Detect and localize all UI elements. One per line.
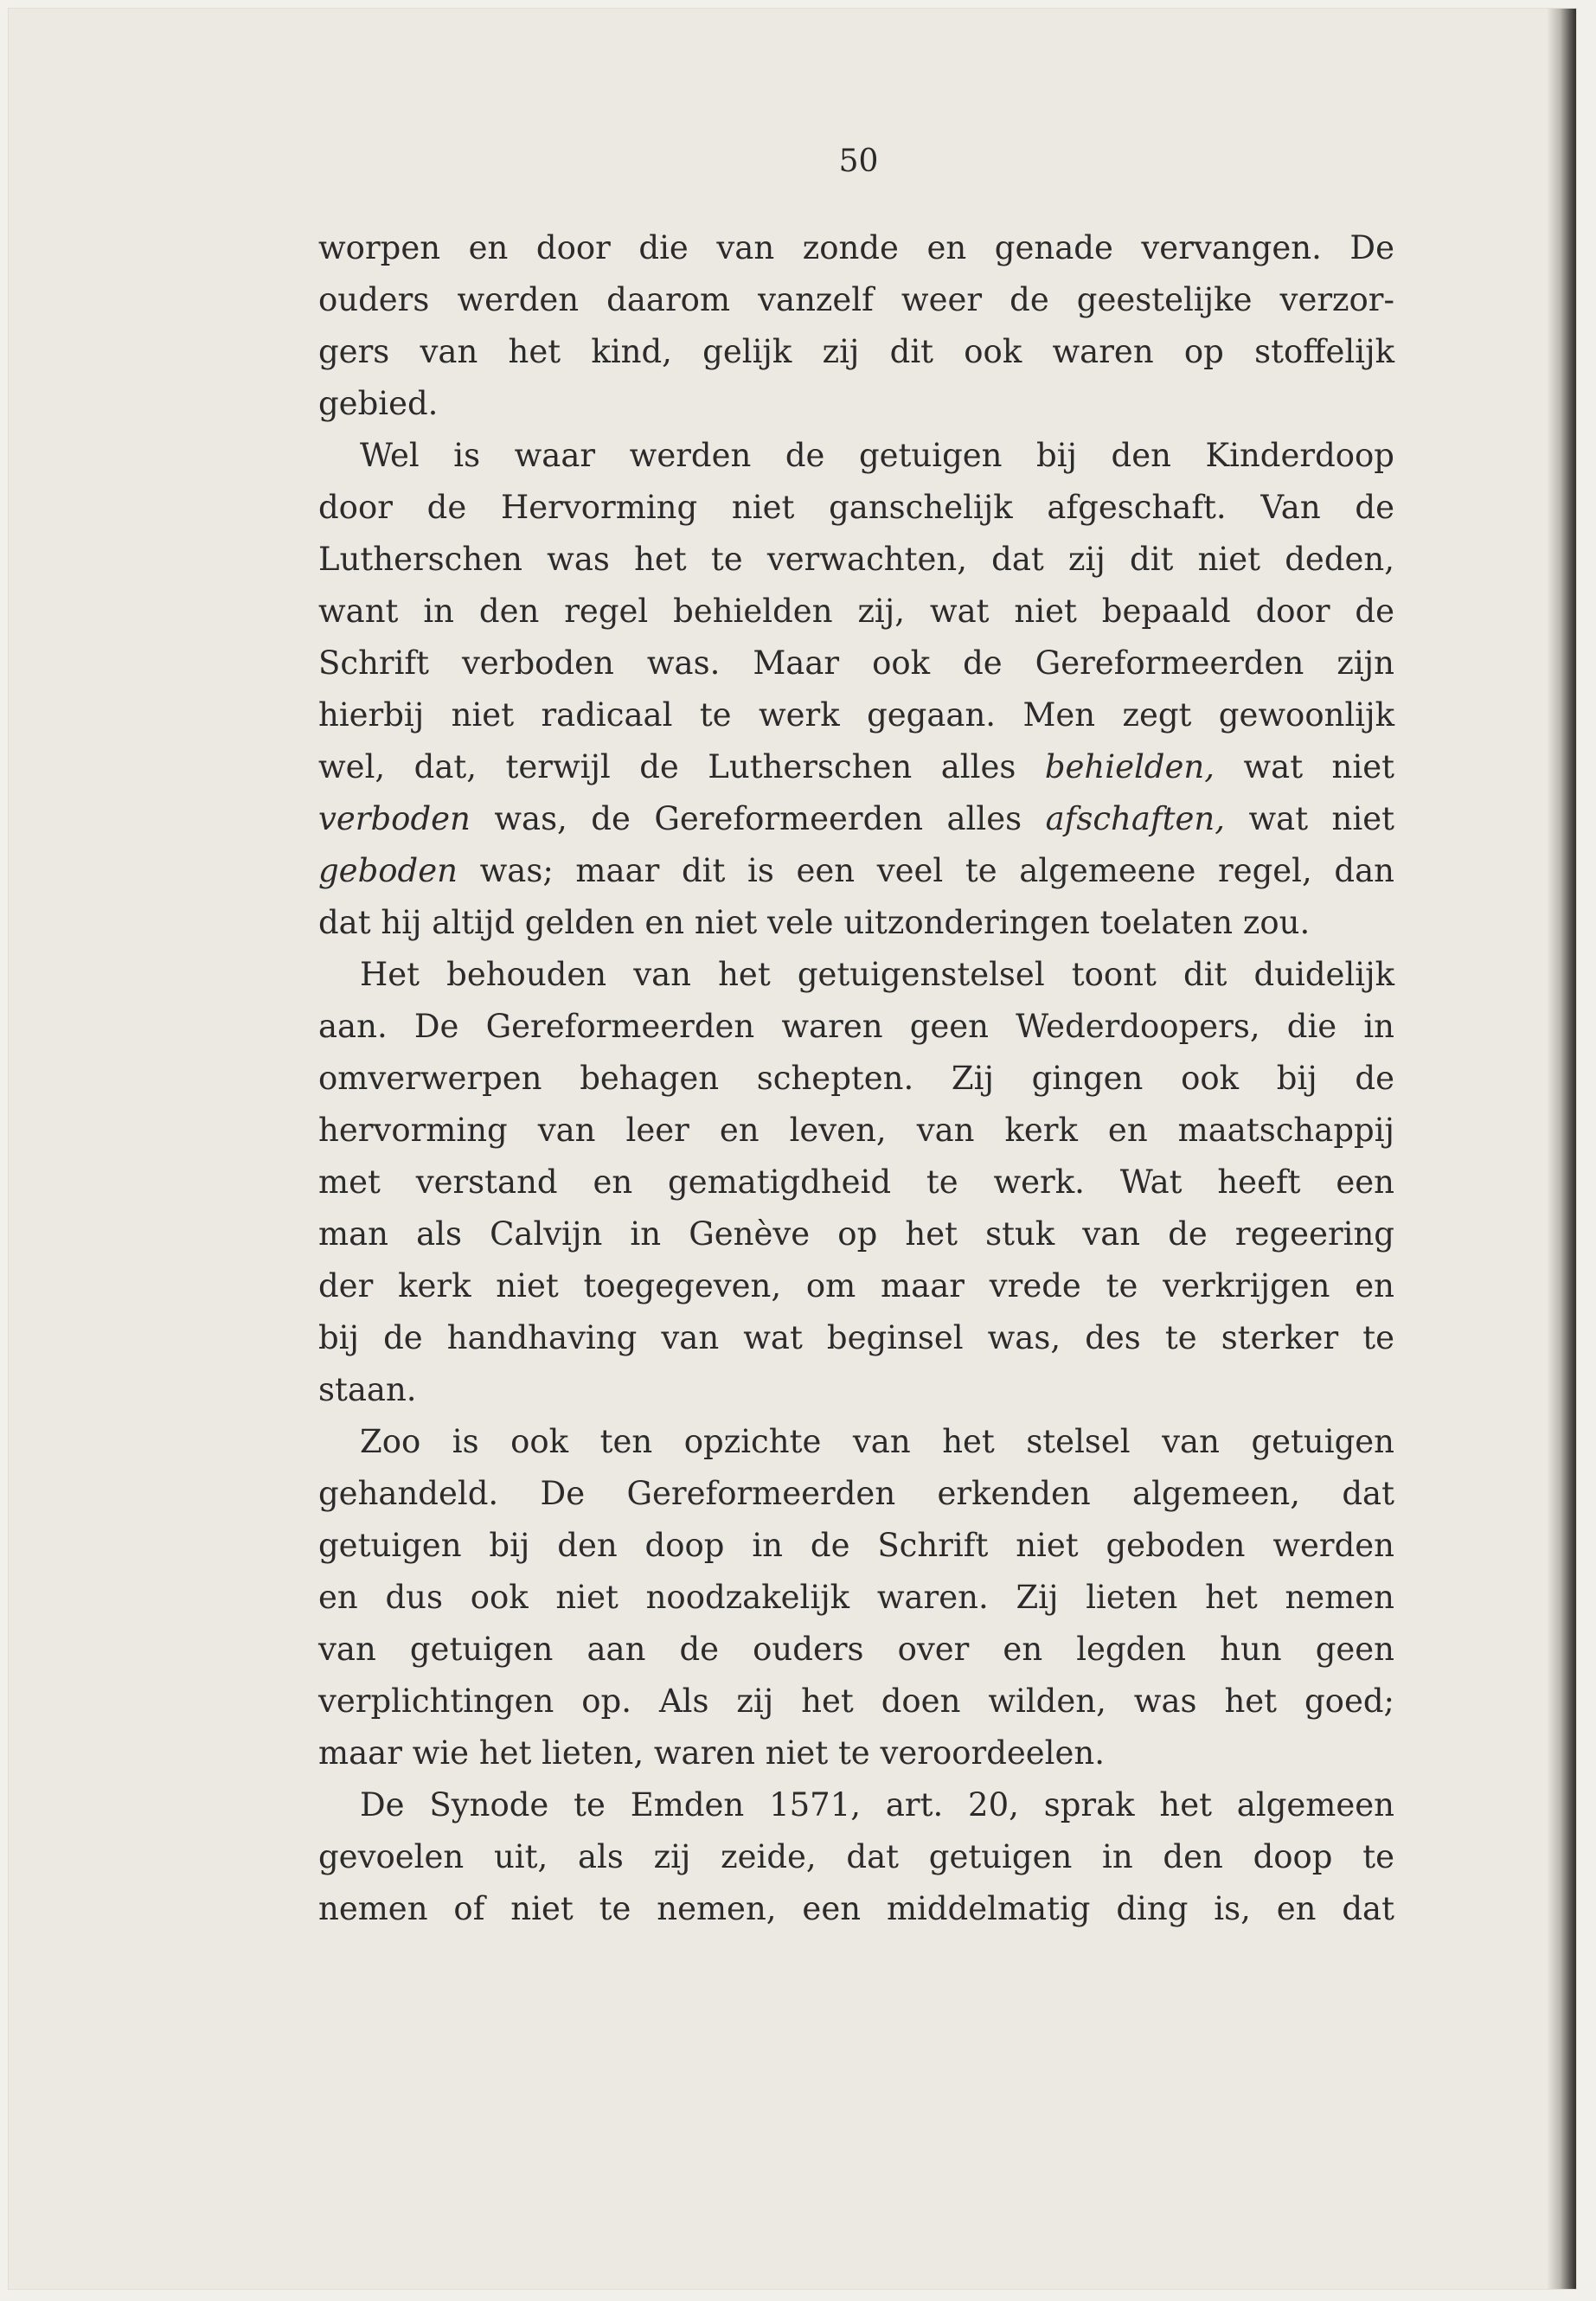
- text-line: Wel is waar werden de getuigen bij den Kinderdoop: [360, 437, 1394, 474]
- italic-word: afschaften,: [1045, 800, 1225, 837]
- text-line: bij de handhaving van wat beginsel was, des te sterker te: [318, 1319, 1394, 1356]
- text-line: hervorming van leer en leven, van kerk en maatschappij: [318, 1112, 1394, 1149]
- italic-word: geboden: [318, 852, 458, 889]
- text-run: was, de Gereformeerden alles: [470, 800, 1046, 837]
- text-line: De Synode te Emden 1571, art. 20, sprak het algemeen: [360, 1786, 1394, 1823]
- text-line: staan.: [318, 1371, 417, 1408]
- text-line: omverwerpen behagen schepten. Zij gingen ook bij de: [318, 1060, 1394, 1097]
- text-line-mixed: [318, 793, 1394, 845]
- text-run: wel, dat, terwijl de Lutherschen alles: [318, 748, 1045, 785]
- text-line: met verstand en gematigdheid te werk. Wat heeft een: [318, 1163, 1394, 1201]
- text-line: maar wie het lieten, waren niet te veroordeelen.: [318, 1734, 1105, 1772]
- italic-word: behielden,: [1044, 748, 1215, 785]
- text-line: Zoo is ook ten opzichte van het stelsel van getuigen: [360, 1423, 1394, 1460]
- text-line: getuigen bij den doop in de Schrift niet geboden werden: [318, 1527, 1394, 1564]
- text-line: ouders werden daarom vanzelf weer de geestelijke verzor-: [318, 281, 1394, 318]
- text-line: gebied.: [318, 385, 439, 422]
- text-line: want in den regel behielden zij, wat niet bepaald door de: [318, 593, 1394, 630]
- text-line: worpen en door die van zonde en genade vervangen. De: [318, 229, 1394, 266]
- text-line: gers van het kind, gelijk zij dit ook waren op stoffelijk: [318, 333, 1394, 370]
- text-line: Het behouden van het getuigenstelsel toont dit duidelijk: [360, 956, 1394, 993]
- text-line-mixed: [318, 741, 1394, 793]
- text-run: was; maar dit is een veel te algemeene regel, dan: [457, 852, 1394, 889]
- text-line: en dus ook niet noodzakelijk waren. Zij lieten het nemen: [318, 1579, 1394, 1616]
- text-line: Schrift verboden was. Maar ook de Gereformeerden zijn: [318, 644, 1394, 682]
- text-run: wat niet: [1225, 800, 1394, 837]
- text-line: der kerk niet toegegeven, om maar vrede te verkrijgen en: [318, 1267, 1394, 1304]
- text-line-mixed: [318, 845, 1394, 897]
- text-line: gevoelen uit, als zij zeide, dat getuigen in den doop te: [318, 1838, 1394, 1875]
- text-line: aan. De Gereformeerden waren geen Wederdoopers, die in: [318, 1008, 1394, 1045]
- text-line: verplichtingen op. Als zij het doen wilden, was het goed;: [318, 1682, 1394, 1720]
- text-line: van getuigen aan de ouders over en legden hun geen: [318, 1631, 1394, 1668]
- text-line: gehandeld. De Gereformeerden erkenden algemeen, dat: [318, 1475, 1394, 1512]
- text-line: dat hij altijd gelden en niet vele uitzonderingen toelaten zou.: [318, 904, 1311, 941]
- text-line: man als Calvijn in Genève op het stuk van de regeering: [318, 1215, 1394, 1253]
- body-text: [318, 222, 1394, 1935]
- text-line: door de Hervorming niet ganschelijk afgeschaft. Van de: [318, 489, 1394, 526]
- page-binding-edge: [1547, 9, 1576, 2289]
- text-line: hierbij niet radicaal te werk gegaan. Men zegt gewoonlijk: [318, 696, 1394, 734]
- page-number: 50: [838, 144, 879, 179]
- text-line: nemen of niet te nemen, een middelmatig ding is, en dat: [318, 1890, 1394, 1927]
- text-run: wat niet: [1214, 748, 1394, 785]
- italic-word: verboden: [318, 800, 471, 837]
- text-line: Lutherschen was het te verwachten, dat zij dit niet deden,: [318, 541, 1394, 578]
